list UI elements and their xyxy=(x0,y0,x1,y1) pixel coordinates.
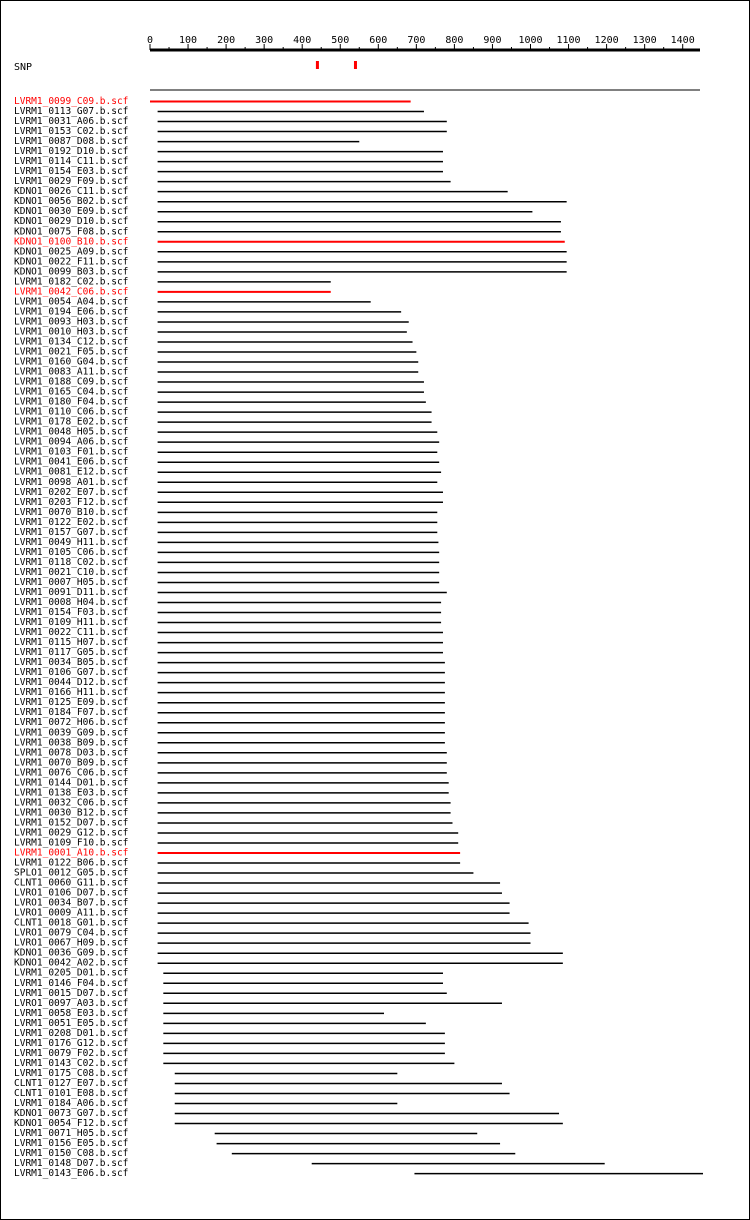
read-name: LVRM1_0048_H05.b.scf xyxy=(14,426,129,438)
read-name: LVRM1_0038_B09.b.scf xyxy=(14,737,129,749)
read-name: LVRO1_0079_C04.b.scf xyxy=(14,927,129,939)
read-name: LVRM1_0093_H03.b.scf xyxy=(14,316,129,328)
read-name: KDNO1_0054_F12.b.scf xyxy=(14,1118,129,1130)
read-name: LVRM1_0143_E06.b.scf xyxy=(14,1168,129,1180)
read-name: LVRM1_0118_C02.b.scf xyxy=(14,556,129,568)
read-name: LVRM1_0180_F04.b.scf xyxy=(14,396,129,408)
read-name: LVRM1_0094_A06.b.scf xyxy=(14,436,129,448)
read-name: CLNT1_0018_G01.b.scf xyxy=(14,917,129,929)
read-name: LVRM1_0146_F04.b.scf xyxy=(14,977,129,989)
read-name: LVRM1_0138_E03.b.scf xyxy=(14,787,129,799)
read-name: LVRM1_0176_G12.b.scf xyxy=(14,1037,129,1049)
ruler-tick-label: 800 xyxy=(445,35,464,46)
read-name: CLNT1_0127_E07.b.scf xyxy=(14,1077,129,1089)
read-name: LVRM1_0188_C09.b.scf xyxy=(14,376,129,388)
snp-marker xyxy=(316,61,319,69)
read-name: LVRM1_0166_H11.b.scf xyxy=(14,687,129,699)
read-name: KDNO1_0036_G09.b.scf xyxy=(14,947,129,959)
read-name: KDNO1_0025_A09.b.scf xyxy=(14,246,129,258)
read-name: LVRM1_0070_B10.b.scf xyxy=(14,506,129,518)
read-name: LVRM1_0079_F02.b.scf xyxy=(14,1047,129,1059)
snp-marker xyxy=(354,61,357,69)
read-name: LVRM1_0099_C09.b.scf xyxy=(14,96,129,107)
read-name: LVRM1_0049_H11.b.scf xyxy=(14,536,129,548)
read-name: LVRM1_0054_A04.b.scf xyxy=(14,296,129,308)
read-name: LVRM1_0109_H11.b.scf xyxy=(14,617,129,629)
read-name: LVRM1_0058_E03.b.scf xyxy=(14,1007,129,1019)
reads-list xyxy=(14,96,703,1179)
read-name: LVRM1_0032_C06.b.scf xyxy=(14,797,129,809)
read-name: KDNO1_0029_D10.b.scf xyxy=(14,216,129,228)
read-name: LVRM1_0154_E03.b.scf xyxy=(14,166,129,178)
read-name: LVRM1_0078_D03.b.scf xyxy=(14,747,129,759)
read-name: LVRM1_0106_G07.b.scf xyxy=(14,667,129,679)
read-name: LVRM1_0029_F09.b.scf xyxy=(14,176,129,188)
read-name: LVRM1_0031_A06.b.scf xyxy=(14,116,129,128)
read-name: LVRM1_0113_G07.b.scf xyxy=(14,106,129,118)
read-name: LVRM1_0083_A11.b.scf xyxy=(14,366,129,378)
read-name: LVRM1_0144_D01.b.scf xyxy=(14,777,129,789)
read-name: LVRM1_0110_C06.b.scf xyxy=(14,406,129,418)
read-name: LVRM1_0039_G09.b.scf xyxy=(14,727,129,739)
read-name: LVRM1_0034_B05.b.scf xyxy=(14,657,129,669)
ruler-tick-label: 100 xyxy=(179,35,198,46)
read-name: LVRM1_0203_F12.b.scf xyxy=(14,496,129,508)
read-name: LVRM1_0001_A10.b.scf xyxy=(14,847,129,859)
read-name: LVRM1_0160_G04.b.scf xyxy=(14,356,129,368)
read-name: LVRM1_0070_B09.b.scf xyxy=(14,757,129,769)
read-name: KDNO1_0022_F11.b.scf xyxy=(14,256,129,268)
read-name: LVRM1_0184_A06.b.scf xyxy=(14,1098,129,1109)
read-name: LVRM1_0109_F10.b.scf xyxy=(14,837,129,849)
read-name: LVRM1_0184_F07.b.scf xyxy=(14,707,129,719)
read-name: LVRM1_0122_E02.b.scf xyxy=(14,516,129,528)
read-name: KDNO1_0056_B02.b.scf xyxy=(14,196,129,208)
read-name: KDNO1_0100_B10.b.scf xyxy=(14,236,129,248)
ruler-tick-label: 0 xyxy=(146,35,154,46)
ruler-tick-label: 300 xyxy=(255,35,274,46)
read-name: LVRM1_0021_C10.b.scf xyxy=(14,566,129,578)
read-name: LVRM1_0194_E06.b.scf xyxy=(14,306,129,318)
read-name: LVRM1_0015_D07.b.scf xyxy=(14,987,129,999)
read-name: CLNT1_0060_G11.b.scf xyxy=(14,877,129,889)
read-name: LVRM1_0072_H06.b.scf xyxy=(14,717,129,729)
ruler-tick-label: 200 xyxy=(217,35,236,46)
ruler-tick-label: 500 xyxy=(331,35,350,46)
read-name: LVRM1_0081_E12.b.scf xyxy=(14,466,129,478)
read-name: LVRM1_0041_E06.b.scf xyxy=(14,456,129,468)
read-row xyxy=(14,1168,703,1179)
read-name: LVRM1_0051_E05.b.scf xyxy=(14,1017,129,1029)
read-name: KDNO1_0099_B03.b.scf xyxy=(14,266,129,278)
read-name: LVRM1_0192_D10.b.scf xyxy=(14,146,129,158)
ruler-tick-label: 1100 xyxy=(556,35,581,46)
read-name: LVRM1_0148_D07.b.scf xyxy=(14,1158,129,1170)
read-name: LVRM1_0205_D01.b.scf xyxy=(14,967,129,979)
read-name: LVRM1_0071_H05.b.scf xyxy=(14,1128,129,1140)
read-name: LVRM1_0122_B06.b.scf xyxy=(14,857,129,869)
read-name: LVRM1_0076_C06.b.scf xyxy=(14,767,129,779)
ruler-tick-label: 400 xyxy=(293,35,312,46)
read-name: LVRM1_0143_C02.b.scf xyxy=(14,1057,129,1069)
ruler-tick-label: 1300 xyxy=(632,35,657,46)
read-name: CLNT1_0101_E08.b.scf xyxy=(14,1087,129,1099)
read-name: LVRM1_0008_H04.b.scf xyxy=(14,597,129,608)
read-name: LVRO1_0034_B07.b.scf xyxy=(14,897,129,909)
read-name: LVRM1_0202_E07.b.scf xyxy=(14,486,129,498)
read-name: LVRM1_0007_H05.b.scf xyxy=(14,576,129,588)
read-name: LVRM1_0178_E02.b.scf xyxy=(14,416,129,428)
read-name: LVRO1_0106_D07.b.scf xyxy=(14,887,129,899)
read-name: LVRM1_0125_E09.b.scf xyxy=(14,697,129,709)
read-name: LVRM1_0157_G07.b.scf xyxy=(14,526,129,538)
read-name: LVRM1_0208_D01.b.scf xyxy=(14,1027,129,1039)
snp-label: SNP xyxy=(14,62,33,73)
read-name: LVRM1_0153_C02.b.scf xyxy=(14,126,129,138)
read-name: LVRM1_0115_H07.b.scf xyxy=(14,637,129,649)
read-name: LVRO1_0067_H09.b.scf xyxy=(14,937,129,949)
read-name: LVRM1_0103_F01.b.scf xyxy=(14,446,129,458)
snp-track xyxy=(14,61,357,73)
read-name: LVRM1_0182_C02.b.scf xyxy=(14,276,129,288)
read-name: LVRO1_0097_A03.b.scf xyxy=(14,997,129,1009)
read-name: LVRM1_0156_E05.b.scf xyxy=(14,1138,129,1150)
ruler-tick-label: 600 xyxy=(369,35,388,46)
read-name: KDNO1_0030_E09.b.scf xyxy=(14,206,129,218)
read-name: LVRM1_0134_C12.b.scf xyxy=(14,336,129,348)
read-name: LVRM1_0098_A01.b.scf xyxy=(14,476,129,488)
ruler-tick-label: 1200 xyxy=(594,35,619,46)
read-name: KDNO1_0075_F08.b.scf xyxy=(14,226,129,238)
ruler-tick-label: 700 xyxy=(407,35,426,46)
read-name: LVRO1_0009_A11.b.scf xyxy=(14,907,129,919)
read-name: LVRM1_0021_F05.b.scf xyxy=(14,346,129,358)
read-name: LVRM1_0114_C11.b.scf xyxy=(14,156,129,168)
ruler-tick-label: 1000 xyxy=(518,35,543,46)
read-name: SPLO1_0012_G05.b.scf xyxy=(14,867,129,879)
read-name: LVRM1_0022_C11.b.scf xyxy=(14,627,129,639)
read-name: LVRM1_0029_G12.b.scf xyxy=(14,827,129,839)
read-name: LVRM1_0154_F03.b.scf xyxy=(14,607,129,619)
position-ruler xyxy=(147,35,700,50)
read-name: LVRM1_0117_G05.b.scf xyxy=(14,647,129,659)
read-name: LVRM1_0044_D12.b.scf xyxy=(14,677,129,689)
read-name: LVRM1_0165_C04.b.scf xyxy=(14,386,129,398)
read-name: LVRM1_0150_C08.b.scf xyxy=(14,1148,129,1160)
read-name: LVRM1_0175_C08.b.scf xyxy=(14,1067,129,1079)
read-name: LVRM1_0010_H03.b.scf xyxy=(14,326,129,338)
ruler-tick-label: 1400 xyxy=(670,35,695,46)
read-name: KDNO1_0073_G07.b.scf xyxy=(14,1108,129,1120)
read-name: KDNO1_0026_C11.b.scf xyxy=(14,186,129,198)
read-name: LVRM1_0091_D11.b.scf xyxy=(14,586,129,598)
read-name: LVRM1_0152_D07.b.scf xyxy=(14,817,129,829)
read-name: LVRM1_0030_B12.b.scf xyxy=(14,807,129,819)
ruler-tick-label: 900 xyxy=(483,35,502,46)
read-name: KDNO1_0042_A02.b.scf xyxy=(14,957,129,969)
read-name: LVRM1_0042_C06.b.scf xyxy=(14,286,129,298)
read-name: LVRM1_0105_C06.b.scf xyxy=(14,546,129,558)
read-name: LVRM1_0087_D08.b.scf xyxy=(14,136,129,148)
